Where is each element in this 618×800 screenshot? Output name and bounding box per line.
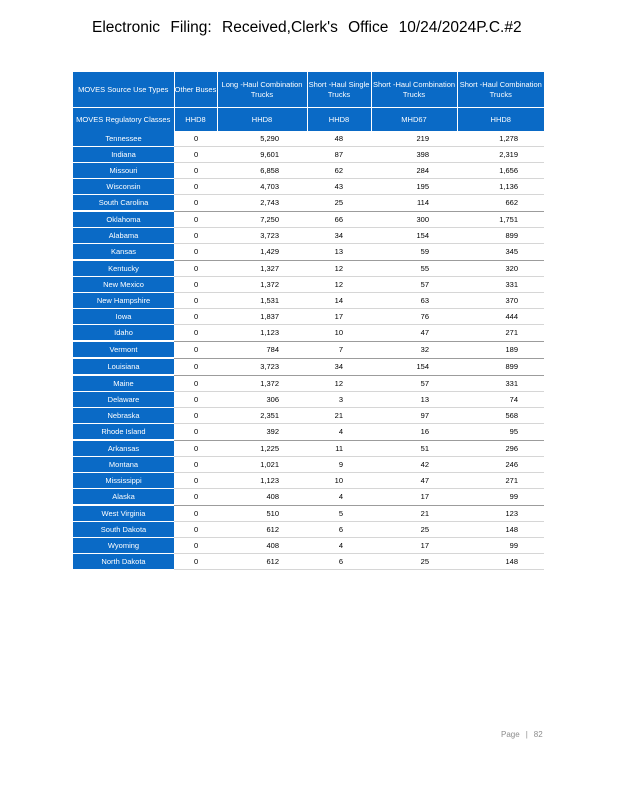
- table-row: [73, 554, 544, 570]
- value-cell: 99: [457, 489, 544, 506]
- value-cell: 42: [371, 457, 457, 473]
- value-cell: 57: [371, 375, 457, 392]
- value-cell: 1,021: [217, 457, 307, 473]
- value-cell: 10: [307, 325, 371, 342]
- value-cell: 4: [307, 424, 371, 441]
- value-cell: 0: [174, 522, 217, 538]
- table-row: [73, 244, 544, 261]
- table-row: [73, 341, 544, 358]
- state-cell: Kentucky: [73, 260, 174, 277]
- value-cell: 47: [371, 325, 457, 342]
- value-cell: 95: [457, 424, 544, 441]
- state-cell: Tennessee: [73, 131, 174, 147]
- state-cell: Wyoming: [73, 538, 174, 554]
- page-number: 82: [533, 730, 543, 739]
- value-cell: 0: [174, 392, 217, 408]
- column-header-other-buses: Other Buses: [174, 72, 217, 108]
- value-cell: 4: [307, 489, 371, 506]
- value-cell: 13: [307, 244, 371, 261]
- value-cell: 370: [457, 293, 544, 309]
- table-row: [73, 424, 544, 441]
- value-cell: 63: [371, 293, 457, 309]
- value-cell: 148: [457, 522, 544, 538]
- state-cell: Iowa: [73, 309, 174, 325]
- value-cell: 2,351: [217, 408, 307, 424]
- value-cell: 784: [217, 341, 307, 358]
- value-cell: 51: [371, 440, 457, 457]
- value-cell: 48: [307, 131, 371, 147]
- value-cell: 189: [457, 341, 544, 358]
- value-cell: 444: [457, 309, 544, 325]
- value-cell: 0: [174, 179, 217, 195]
- state-cell: Wisconsin: [73, 179, 174, 195]
- value-cell: 0: [174, 358, 217, 375]
- value-cell: 331: [457, 375, 544, 392]
- value-cell: 3,723: [217, 228, 307, 244]
- page-footer: [501, 730, 543, 739]
- value-cell: 1,751: [457, 211, 544, 228]
- value-cell: 0: [174, 341, 217, 358]
- value-cell: 398: [371, 147, 457, 163]
- value-cell: 331: [457, 277, 544, 293]
- value-cell: 0: [174, 163, 217, 179]
- table-row: [73, 131, 544, 147]
- value-cell: 510: [217, 505, 307, 522]
- state-cell: New Mexico: [73, 277, 174, 293]
- value-cell: 17: [371, 489, 457, 506]
- value-cell: 0: [174, 293, 217, 309]
- value-cell: 97: [371, 408, 457, 424]
- value-cell: 0: [174, 244, 217, 261]
- value-cell: 271: [457, 473, 544, 489]
- value-cell: 568: [457, 408, 544, 424]
- value-cell: 1,429: [217, 244, 307, 261]
- value-cell: 66: [307, 211, 371, 228]
- column-header-short-haul-combination-b: Short -Haul Combination Trucks: [457, 72, 544, 108]
- value-cell: 296: [457, 440, 544, 457]
- state-cell: North Dakota: [73, 554, 174, 570]
- value-cell: 3,723: [217, 358, 307, 375]
- value-cell: 34: [307, 228, 371, 244]
- regulatory-class-cell: MHD67: [371, 108, 457, 132]
- state-cell: Idaho: [73, 325, 174, 342]
- moves-source-use-table: [73, 72, 544, 570]
- value-cell: 1,136: [457, 179, 544, 195]
- regulatory-class-label: MOVES Regulatory Classes: [73, 108, 174, 132]
- value-cell: 899: [457, 228, 544, 244]
- value-cell: 2,743: [217, 195, 307, 212]
- value-cell: 17: [307, 309, 371, 325]
- state-cell: Nebraska: [73, 408, 174, 424]
- table-row: [73, 163, 544, 179]
- value-cell: 345: [457, 244, 544, 261]
- value-cell: 4: [307, 538, 371, 554]
- table-row: [73, 260, 544, 277]
- state-cell: Rhode Island: [73, 424, 174, 441]
- state-cell: South Dakota: [73, 522, 174, 538]
- value-cell: 25: [307, 195, 371, 212]
- value-cell: 13: [371, 392, 457, 408]
- value-cell: 11: [307, 440, 371, 457]
- value-cell: 59: [371, 244, 457, 261]
- value-cell: 1,123: [217, 473, 307, 489]
- table-row: [73, 375, 544, 392]
- value-cell: 0: [174, 538, 217, 554]
- value-cell: 6: [307, 522, 371, 538]
- value-cell: 0: [174, 195, 217, 212]
- value-cell: 0: [174, 440, 217, 457]
- value-cell: 5: [307, 505, 371, 522]
- value-cell: 25: [371, 522, 457, 538]
- value-cell: 1,278: [457, 131, 544, 147]
- value-cell: 87: [307, 147, 371, 163]
- value-cell: 9,601: [217, 147, 307, 163]
- value-cell: 10: [307, 473, 371, 489]
- value-cell: 154: [371, 228, 457, 244]
- value-cell: 99: [457, 538, 544, 554]
- value-cell: 320: [457, 260, 544, 277]
- regulatory-class-cell: HHD8: [307, 108, 371, 132]
- table-row: [73, 392, 544, 408]
- value-cell: 899: [457, 358, 544, 375]
- state-cell: Vermont: [73, 341, 174, 358]
- state-cell: Delaware: [73, 392, 174, 408]
- value-cell: 408: [217, 489, 307, 506]
- value-cell: 0: [174, 131, 217, 147]
- value-cell: 3: [307, 392, 371, 408]
- state-cell: Indiana: [73, 147, 174, 163]
- value-cell: 662: [457, 195, 544, 212]
- value-cell: 47: [371, 473, 457, 489]
- state-cell: West Virginia: [73, 505, 174, 522]
- value-cell: 12: [307, 375, 371, 392]
- table-row: [73, 228, 544, 244]
- value-cell: 21: [371, 505, 457, 522]
- table-row: [73, 211, 544, 228]
- value-cell: 0: [174, 277, 217, 293]
- regulatory-class-cell: HHD8: [217, 108, 307, 132]
- value-cell: 7,250: [217, 211, 307, 228]
- value-cell: 17: [371, 538, 457, 554]
- value-cell: 0: [174, 408, 217, 424]
- value-cell: 0: [174, 457, 217, 473]
- value-cell: 1,656: [457, 163, 544, 179]
- table-row: [73, 489, 544, 506]
- value-cell: 0: [174, 228, 217, 244]
- state-cell: Louisiana: [73, 358, 174, 375]
- value-cell: 0: [174, 260, 217, 277]
- value-cell: 0: [174, 211, 217, 228]
- table-row: [73, 325, 544, 342]
- state-cell: Kansas: [73, 244, 174, 261]
- value-cell: 1,372: [217, 375, 307, 392]
- column-header-short-haul-combination-a: Short -Haul Combination Trucks: [371, 72, 457, 108]
- column-header-short-haul-single: Short -Haul Single Trucks: [307, 72, 371, 108]
- table-row: [73, 358, 544, 375]
- value-cell: 612: [217, 554, 307, 570]
- regulatory-class-cell: HHD8: [457, 108, 544, 132]
- value-cell: 12: [307, 260, 371, 277]
- state-cell: Mississippi: [73, 473, 174, 489]
- state-cell: Montana: [73, 457, 174, 473]
- value-cell: 32: [371, 341, 457, 358]
- value-cell: 195: [371, 179, 457, 195]
- value-cell: 76: [371, 309, 457, 325]
- footer-separator: |: [525, 730, 528, 739]
- state-cell: Alabama: [73, 228, 174, 244]
- state-cell: Alaska: [73, 489, 174, 506]
- value-cell: 55: [371, 260, 457, 277]
- table-row: [73, 522, 544, 538]
- value-cell: 612: [217, 522, 307, 538]
- value-cell: 7: [307, 341, 371, 358]
- value-cell: 284: [371, 163, 457, 179]
- value-cell: 0: [174, 375, 217, 392]
- value-cell: 1,123: [217, 325, 307, 342]
- value-cell: 5,290: [217, 131, 307, 147]
- value-cell: 57: [371, 277, 457, 293]
- value-cell: 0: [174, 554, 217, 570]
- value-cell: 1,327: [217, 260, 307, 277]
- table-row: [73, 293, 544, 309]
- value-cell: 0: [174, 325, 217, 342]
- table-row: [73, 538, 544, 554]
- value-cell: 1,837: [217, 309, 307, 325]
- state-cell: Missouri: [73, 163, 174, 179]
- value-cell: 9: [307, 457, 371, 473]
- value-cell: 12: [307, 277, 371, 293]
- state-cell: South Carolina: [73, 195, 174, 212]
- value-cell: 0: [174, 505, 217, 522]
- table-row: [73, 179, 544, 195]
- value-cell: 114: [371, 195, 457, 212]
- table-row: [73, 457, 544, 473]
- value-cell: 123: [457, 505, 544, 522]
- value-cell: 154: [371, 358, 457, 375]
- value-cell: 16: [371, 424, 457, 441]
- table-row: [73, 195, 544, 212]
- state-cell: Maine: [73, 375, 174, 392]
- filing-stamp-header: Electronic Filing: Received,Clerk's Office 10/24/2024P.C.#2: [92, 19, 522, 36]
- regulatory-class-cell: HHD8: [174, 108, 217, 132]
- column-header-row: [73, 72, 544, 108]
- table-row: [73, 505, 544, 522]
- table-row: [73, 277, 544, 293]
- value-cell: 0: [174, 489, 217, 506]
- value-cell: 300: [371, 211, 457, 228]
- value-cell: 1,531: [217, 293, 307, 309]
- value-cell: 34: [307, 358, 371, 375]
- value-cell: 408: [217, 538, 307, 554]
- state-cell: Oklahoma: [73, 211, 174, 228]
- table-body: [73, 131, 544, 570]
- table-row: [73, 408, 544, 424]
- state-cell: New Hampshire: [73, 293, 174, 309]
- value-cell: 1,225: [217, 440, 307, 457]
- value-cell: 0: [174, 309, 217, 325]
- value-cell: 25: [371, 554, 457, 570]
- value-cell: 6,858: [217, 163, 307, 179]
- value-cell: 14: [307, 293, 371, 309]
- value-cell: 392: [217, 424, 307, 441]
- state-cell: Arkansas: [73, 440, 174, 457]
- value-cell: 2,319: [457, 147, 544, 163]
- value-cell: 148: [457, 554, 544, 570]
- value-cell: 43: [307, 179, 371, 195]
- table-row: [73, 440, 544, 457]
- value-cell: 246: [457, 457, 544, 473]
- value-cell: 21: [307, 408, 371, 424]
- value-cell: 0: [174, 147, 217, 163]
- column-header-source-use-types: MOVES Source Use Types: [73, 72, 174, 108]
- value-cell: 306: [217, 392, 307, 408]
- regulatory-class-row: [73, 108, 544, 132]
- value-cell: 74: [457, 392, 544, 408]
- page-label: Page: [501, 730, 520, 739]
- table-row: [73, 147, 544, 163]
- value-cell: 1,372: [217, 277, 307, 293]
- value-cell: 219: [371, 131, 457, 147]
- value-cell: 0: [174, 473, 217, 489]
- value-cell: 6: [307, 554, 371, 570]
- value-cell: 271: [457, 325, 544, 342]
- column-header-long-haul-combination: Long -Haul Combination Trucks: [217, 72, 307, 108]
- value-cell: 0: [174, 424, 217, 441]
- table-row: [73, 473, 544, 489]
- value-cell: 4,703: [217, 179, 307, 195]
- value-cell: 62: [307, 163, 371, 179]
- table-row: [73, 309, 544, 325]
